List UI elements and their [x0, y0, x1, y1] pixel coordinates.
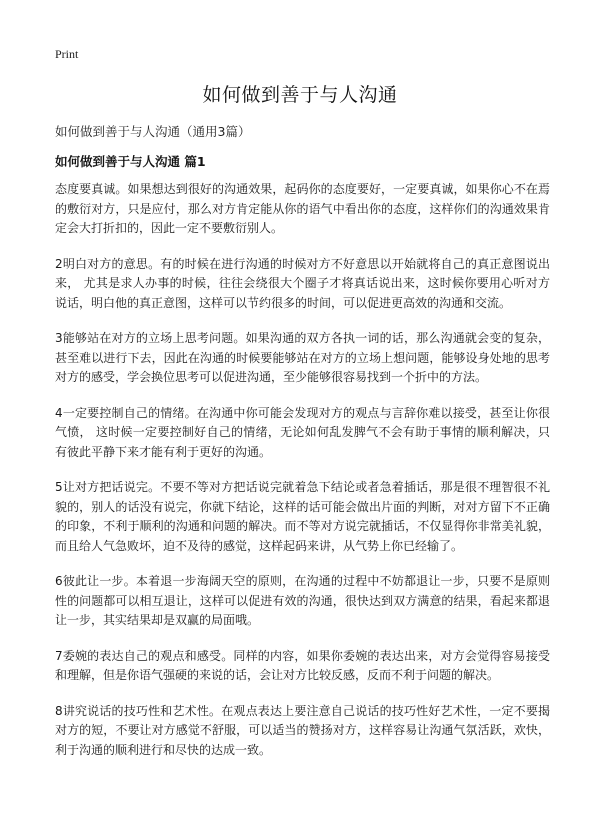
paragraph-2: 2明白对方的意思。有的时候在进行沟通的时候对方不好意思以开始就将自己的真正意图说出来， 尤其是求人办事的时候，往往会绕很大个圈子才将真话说出来，这时候你要用心听对方说话，明白他的真正意图，这样可以节约很多的时间，可以促进更高效的沟通和交流。	[55, 256, 550, 310]
paragraph-7: 7委婉的表达自己的观点和感受。同样的内容，如果你委婉的表达出来，对方会觉得容易接受和理解，但是你语气强硬的来说的话，会让对方比较反感，反而不利于问题的解决。	[55, 648, 550, 682]
document-title: 如何做到善于与人沟通	[202, 84, 398, 106]
document-subtitle: 如何做到善于与人沟通（通用3篇）	[55, 124, 251, 139]
paragraph-4: 4一定要控制自己的情绪。在沟通中你可能会发现对方的观点与言辞你难以接受，甚至让你很气愤， 这时候一定要控制好自己的情绪，无论如何乱发脾气不会有助于事情的顺利解决，只有彼此平静下来才能有利于更好的沟通。	[55, 405, 550, 459]
paragraph-5: 5让对方把话说完。不要不等对方把话说完就着急下结论或者急着插话，那是很不理智很不礼貌的，别人的话没有说完，你就下结论，这样的话可能会做出片面的判断，对对方留下不正确的印象，不利于顺利的沟通和问题的解决。而不等对方说完就插话，不仅显得你非常美礼貌，而且给人气急败坏，迫不及待的感觉，这样起码来讲，从气势上你已经输了。	[55, 480, 550, 553]
paragraph-1: 态度要真诚。如果想达到很好的沟通效果，起码你的态度要好，一定要真诚，如果你心不在焉的敷衍对方，只是应付，那么对方肯定能从你的语气中看出你的态度，这样你们的沟通效果肯定会大打折扣的，因此一定不要敷衍别人。	[55, 182, 550, 235]
paragraph-3: 3能够站在对方的立场上思考问题。如果沟通的双方各执一词的话，那么沟通就会变的复杂，甚至难以进行下去，因此在沟通的时候要能够站在对方的立场上想问题，能够设身处地的思考对方的感受，学会换位思考可以促进沟通，至少能够很容易找到一个折中的方法。	[55, 331, 550, 384]
paragraph-8: 8讲究说话的技巧性和艺术性。在观点表达上要注意自己说话的技巧性好艺术性，一定不要揭对方的短，不要让对方感觉不舒服，可以适当的赞扬对方，这样容易让沟通气氛活跃，欢快，利于沟通的顺利进行和尽快的达成一致。	[55, 703, 550, 757]
print-label: Print	[55, 47, 79, 61]
paragraph-6: 6彼此让一步。本着退一步海阔天空的原则，在沟通的过程中不妨都退让一步，只要不是原则性的问题都可以相互退让，这样可以促进有效的沟通，很快达到双方满意的结果，看起来都退让一步，其实结果却是双赢的局面哦。	[55, 574, 550, 627]
section-heading: 如何做到善于与人沟通 篇1	[55, 154, 206, 169]
article-body	[55, 180, 550, 776]
